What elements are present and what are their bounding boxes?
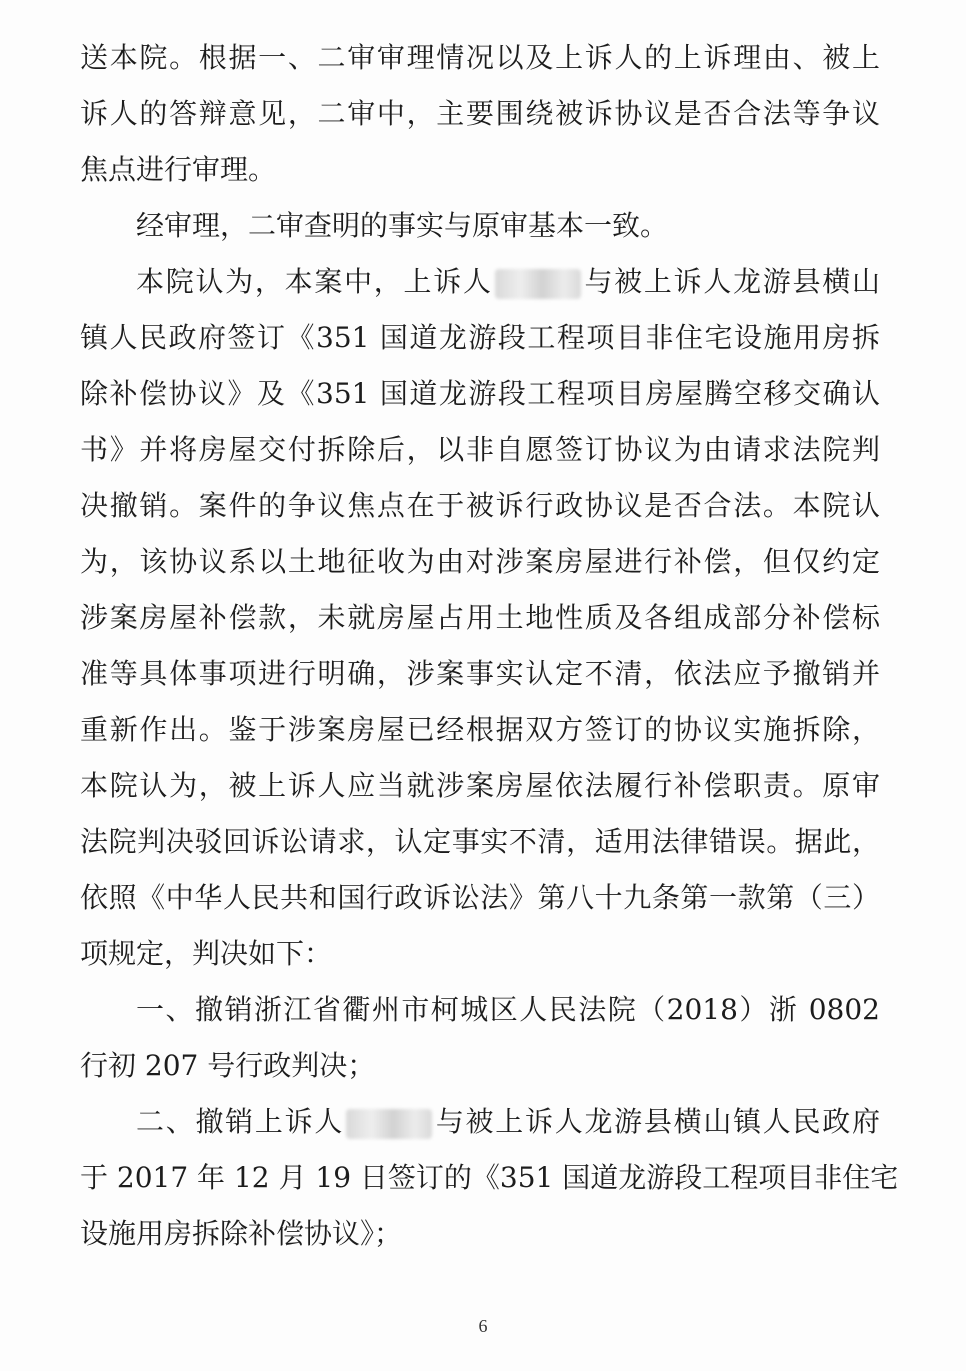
text-line: 诉人的答辩意见，二审中，主要围绕被诉协议是否合法等争议 — [80, 97, 880, 130]
text-line: 涉案房屋补偿款，未就房屋占用土地性质及各组成部分补偿标 — [80, 601, 880, 634]
text-line — [80, 254, 880, 310]
text-line: 除补偿协议》及《351 国道龙游段工程项目房屋腾空移交确认 — [80, 377, 880, 410]
text-line: 镇人民政府签订《351 国道龙游段工程项目非住宅设施用房拆 — [80, 321, 880, 354]
text-line: 于 2017 年 12 月 19 日签订的《351 国道龙游段工程项目非住宅 — [80, 1161, 899, 1194]
text-line: 设施用房拆除补偿协议》； — [80, 1217, 403, 1250]
text-line: 行初 207 号行政判决； — [80, 1049, 376, 1082]
text-line: 决撤销。案件的争议焦点在于被诉行政协议是否合法。本院认 — [80, 489, 880, 522]
text-fragment: 二、撤销上诉人 — [136, 1105, 345, 1138]
text-fragment: 与被上诉人龙游县横山 — [582, 265, 880, 298]
page-number: 6 — [478, 1316, 488, 1336]
text-line: 重新作出。鉴于涉案房屋已经根据双方签订的协议实施拆除， — [80, 713, 880, 746]
text-line: 书》并将房屋交付拆除后，以非自愿签订协议为由请求法院判 — [80, 433, 880, 466]
redacted-name — [495, 269, 581, 299]
text-line: 送本院。根据一、二审审理情况以及上诉人的上诉理由、被上 — [80, 41, 880, 74]
text-fragment: 本院认为，本案中，上诉人 — [136, 265, 493, 298]
text-line: 法院判决驳回诉讼请求，认定事实不清，适用法律错误。据此， — [80, 825, 880, 858]
text-fragment: 与被上诉人龙游县横山镇人民政府 — [434, 1105, 880, 1138]
text-line: 本院认为，被上诉人应当就涉案房屋依法履行补偿职责。原审 — [80, 769, 880, 802]
text-line: 焦点进行审理。 — [80, 153, 277, 186]
redacted-name — [346, 1109, 432, 1139]
text-line: 一、撤销浙江省衢州市柯城区人民法院（2018）浙 0802 — [136, 993, 880, 1026]
text-line: 项规定，判决如下： — [80, 937, 333, 970]
text-line: 经审理，二审查明的事实与原审基本一致。 — [136, 209, 669, 242]
text-line: 准等具体事项进行明确，涉案事实认定不清，依法应予撤销并 — [80, 657, 880, 690]
text-line — [80, 1094, 880, 1150]
text-line: 依照《中华人民共和国行政诉讼法》第八十九条第一款第（三） — [80, 881, 880, 914]
document-body — [80, 30, 899, 1262]
text-line: 为，该协议系以土地征收为由对涉案房屋进行补偿，但仅约定 — [80, 545, 880, 578]
